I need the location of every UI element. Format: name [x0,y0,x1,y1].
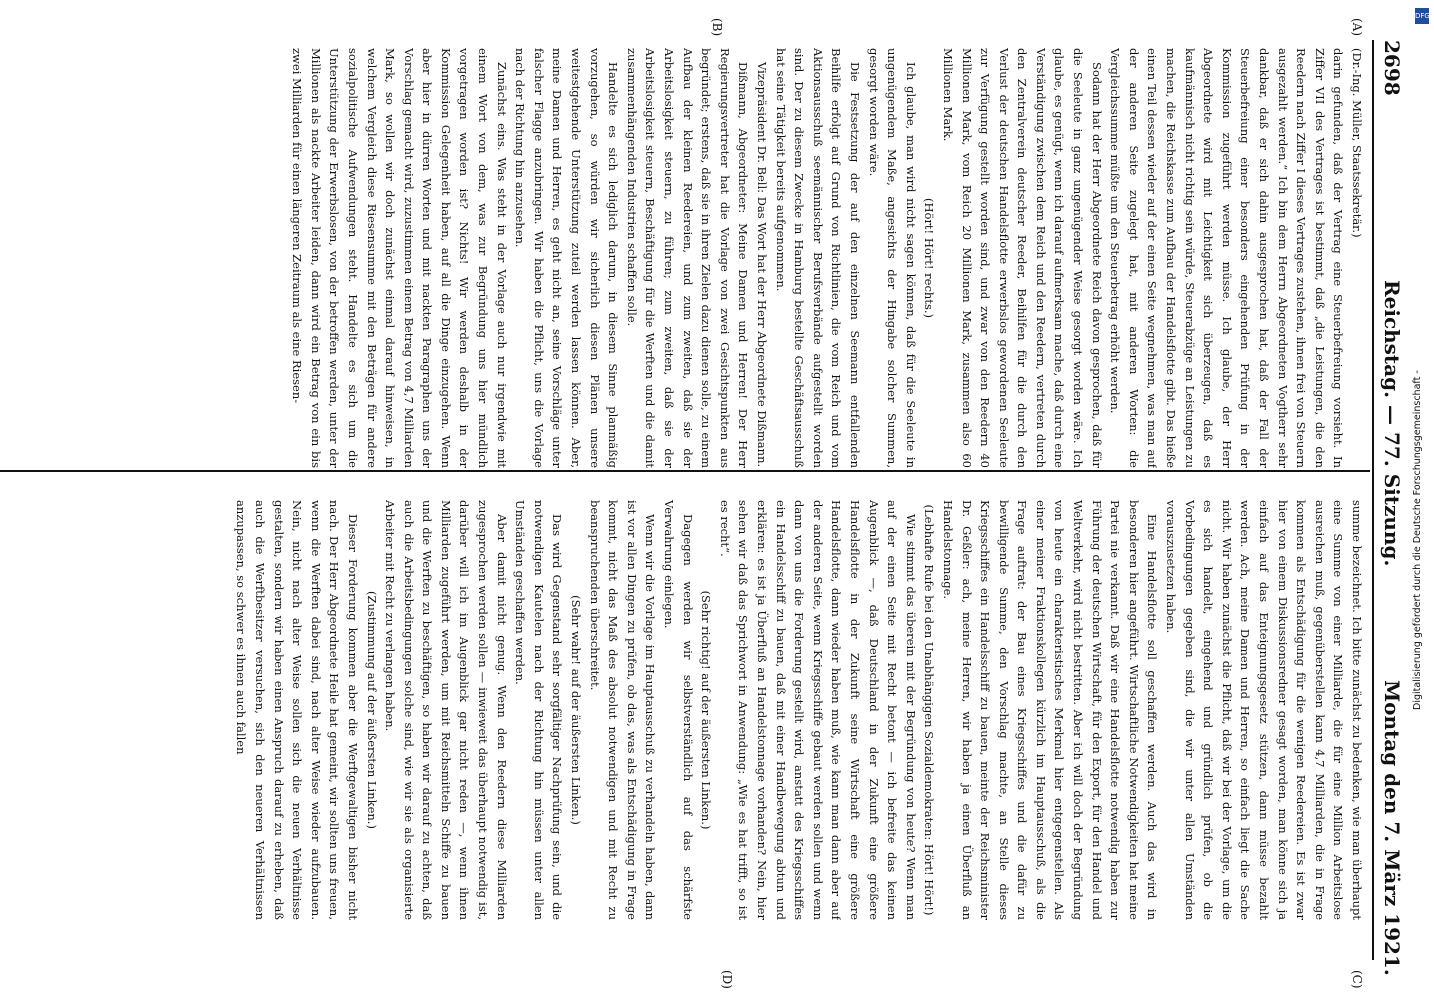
dfg-logo: DFG [1415,8,1429,24]
paragraph: Wie stimmt das überein mit der Begründung von heute? Wenn man auf der einen Seite mit Recht betont — ich befreite das keinen Augenblick —, daß Deutschland in der Zukunft eine größere Handelsflotte in der Zukunft seine Wirtschaft eine größere Handelsflotte, dann wieder haben muß, wie kann man dann aber auf der anderen Seite, wenn Kriegsschiffe gebaut werden sollen und wenn dann von uns die Forderung gestellt wird, anstatt des Kriegsschiffes ein Handelsschiff zu bauen, daß mit einer Handbewegung abtun und erklären: es ist ja Überfluß an Handelstonnage vorhanden? Nein, hier sehen wir daß das Sprichwort in Anwendung: „Wie es hat trifft, so ist es recht“. [717,500,918,920]
column-divider [0,470,1370,472]
paragraph: (Dr.-Ing. Müller, Staatssekretär.) [1350,48,1364,238]
right-column [36,500,1366,920]
paragraph: Ich glaube, man wird nicht sagen können, daß für die Seeleute in ungenügendem Maße, angesichts der Hingabe solcher Summen, gesorgt worden wäre. [866,48,918,468]
paragraph: Das wird Gegenstand sehr sorgfältiger Nachprüfung sein, und die notwendigen Kautelen nach der Richtung hin müssen unter allen Umständen geschaffen werden. [513,500,565,920]
session-title: Reichstag. — 77. Sitzung. [1380,280,1404,567]
interjection: (Sehr wahr! auf der äußersten Linken.) [569,595,584,825]
left-column [36,48,1366,468]
paragraph: Dieser Forderung kommen aber die Werftgewaltigen bisher nicht nach. Der Herr Abgeordnete Heile hat gemeint, wir sollten uns freuen, wenn die Werften dabei sind, nach alter Weise wieder aufzubauen. Nein, nicht nach alter Weise sollen sich die neuen Verhältnisse gestalten, sondern wir haben einen Anspruch darauf zu erheben, daß auch die Werftbesitzer versuchen, sich den neueren Verhältnissen anzupassen, so schwer es ihnen auch fallen [234,500,360,920]
paragraph: Handelte es sich lediglich darum, in diesem Sinne planmäßig vorzugehen, so würden wir sicherlich diesen Plänen unsere weitestgehende Unterstützung zuteil werden lassen können. Aber, meine Damen und Herren, es geht nicht an, seine Vorschläge unter falscher Flagge anzubringen. Wir haben die Pflicht, uns die Vorlage nach der Richtung hin anzusehen. [513,48,621,468]
paragraph: Die Festsetzung der auf den einzelnen Seemann entfallenden Beihilfe erfolgt auf Grund von Richtlinien, die vom Reich und vom Aktionsausschuß seemännischer Berufsverbände aufgestellt worden sind. Der zu diesem Zwecke in Hamburg bestellte Geschäftsausschuß hat seine Tätigkeit bereits aufgenommen. [773,48,862,468]
session-date: Montag den 7. März 1921. [1380,680,1404,976]
paragraph: Wenn wir die Vorlage im Hauptausschuß zu verhandeln haben, dann ist vor allen Dingen zu prüfen, ob das, was als Entschädigung in Frage kommt, nicht das Maß des absolut notwendigen und mit Recht zu beanspruchenden überschreitet. [587,500,658,920]
interjection: (Hört! Hört! rechts.) [922,198,937,318]
margin-mark-c: (C) [1350,970,1364,989]
digitization-credit: Digitalisierung gefördert durch die Deutsche Forschungsgemeinschaft - [1412,370,1423,710]
paragraph: Dißmann, Abgeordneter: Meine Damen und Herren! Der Herr Regierungsvertreter hat die Vorlage von zwei Gesichtspunkten aus begründet; erstens, daß sie in ihren Zielen dazu dienen solle, zu einem Aufbau der kleinen Reedereien, und zum zweiten, daß sie der Arbeitslosigkeit steuern, zu führen; zum zweiten, daß sie der Arbeitslosigkeit steuern, Beschäftigung für die Werften und die damit zusammenhängenden Industrien schaffen solle. [624,48,751,468]
page-number: 2698 [1380,40,1404,96]
page-header [1364,40,1404,980]
paragraph: Eine Handelsflotte soll geschaffen werden. Auch das wird in besonderen hier angeführt. Wirtschaftliche Notwendigkeiten hat meine Partei nie verkannt. Daß wir eine Handelsflotte notwendig haben zur Führung der deutschen Wirtschaft, für den Export, für den Handel und Weltverkehr, wird nicht bestritten. Aber ich will doch der Begründung von heute ein charakteristisches Merkmal hier entgegenstellen. Als einer meiner Fraktionskollegen kürzlich im Hauptausschuß, als die Frage auftrat: der Bau eines Kriegsschiffes und die dafür zu bewilligende Summe, den Vorschlag machte, an Stelle dieses Kriegsschiffes ein Handelsschiff zu bauen, meinte der Reichsminister Dr. Geßler: ach, meine Herren, wir haben ja einen Überfluß an Handelstonnage. [940,500,1160,920]
paragraph: summe bezeichnet. Ich bitte zunächst zu bedenken, wie man überhaupt eine Summe von einer Milliarde, die für eine Million Arbeitslose ausreichen muß, gegenüberstellen kann 4,7 Milliarden, die in Frage kommen als Entschädigung für die wenigen Reedereien. Es ist zwar hier von einem Diskussionsredner gesagt worden, man könne sich ja einfach auf das Enteignungsgesetz stützen, dann müsse bezahlt werden. Ach, meine Damen und Herren, so einfach liegt die Sache nicht. Wir haben zunächst die Pflicht, daß wir bei der Vorlage, um die es sich handelt, eingehend und gründlich prüfen, ob die Vorbedingungen gegeben sind, die wir unter allen Umständen vorauszusetzen haben. [1164,500,1364,920]
paragraph: Vizepräsident Dr. Bell: Das Wort hat der Herr Abgeordnete Dißmann. [755,62,769,468]
interjection: (Lebhafte Rufe bei den Unabhängigen Sozialdemokraten: Hört! Hört!) [922,504,937,916]
interjection: (Zustimmung auf der äußersten Linken.) [364,591,379,829]
margin-mark-a: (A) [1350,18,1364,37]
margin-mark-b: (B) [710,18,724,37]
paragraph: Sodann hat der Herr Abgeordnete Reich davon gesprochen, daß für die Seeleute in ganz ungenügender Weise gesorgt worden wäre. Ich glaube, es genügt, wenn ich darauf aufmerksam mache, daß durch eine Verständigung zwischen dem Reich und den Reedern, vertreten durch den Zentralverein deutscher Reeder, Beihilfen für die durch den Verlust der deutschen Handelsflotte erwerbslos gewordenen Seeleute zur Verfügung gestellt worden sind, und zwar von den Reedern 40 Millionen Mark, vom Reich 20 Millionen Mark, zusammen also 60 Millionen Mark. [940,48,1104,468]
paragraph: Aber damit nicht genug. Wenn den Reedern diese Milliarden zugesprochen werden sollen — inwieweit das überhaupt notwendig ist, darüber will ich im Augenblick gar nicht reden —, wenn ihnen Milliarden zugeführt werden, um mit Reichsmitteln Schiffe zu bauen und die Werften zu beschäftigen, so haben wir darauf zu achten, daß auch die Arbeitsbedingungen solche sind, wie wir sie als organisierte Arbeiter mit Recht zu verlangen haben. [383,500,509,920]
interjection: (Sehr richtig! auf der äußersten Linken.) [699,590,714,830]
header-rule [1372,40,1374,960]
margin-mark-d: (D) [720,970,734,989]
paragraph: Dagegen werden wir selbstverständlich auf das schärfste Verwahrung einlegen. [662,500,695,920]
paragraph: Zunächst eins. Was steht in der Vorlage auch nur irgendwie mit einem Wort von dem, was zur Begründung uns hier mündlich vorgetragen worden ist? Nichts! Wir werden deshalb in der Kommission Gelegenheit haben, auf all die Dinge einzugehen. Wenn aber hier in dürren Worten und mit nackten Paragraphen uns der Vorschlag gemacht wird, zuzustimmen einem Betrag von 4,7 Milliarden Mark, so wollen wir doch zunächst einmal darauf hinweisen, in welchem Vergleich diese Riesensumme mit den Beträgen für andere sozialpolitische Aufwendungen steht. Handelte es sich um die Unterstützung der Erwerbslosen, von der betroffen werden, unter der Millionen als nackte Arbeiter leiden, dann wird ein Betrag von ein bis zwei Milliarden für einen längeren Zeitraum als eine Riesen- [290,48,509,468]
paragraph: darin gefunden, daß der Vertrag eine Steuerbefreiung vorsieht. In Ziffer VII des Vertrages ist bestimmt, daß „die Leistungen, die den Reedern nach Ziffer I dieses Vertrages zustehen, ihnen frei von Steuern ausgezahlt werden.“ Ich bin dem Herrn Abgeordneten Vogtherr sehr dankbar, daß er sich dahin ausgesprochen hat, daß der Fall der Steuerbefreiung einer besonders eingehenden Prüfung in der Kommission zugeführt werden müsse. Ich glaube, der Herr Abgeordnete wird mit Leichtigkeit sich überzeugen, daß es kaufmännisch nicht richtig sein würde, Steuerabzüge an Leistungen zu machen, die Reichskasse zum Aufbau der Handelsflotte gibt. Das hieße einen Teil dessen wieder auf der einen Seite wegnehmen, was man auf der anderen Seite zugelegt hat, mit anderen Worten: die Vergleichssumme müßte um den Steuerbetrag erhöht werden. [1108,48,1346,468]
